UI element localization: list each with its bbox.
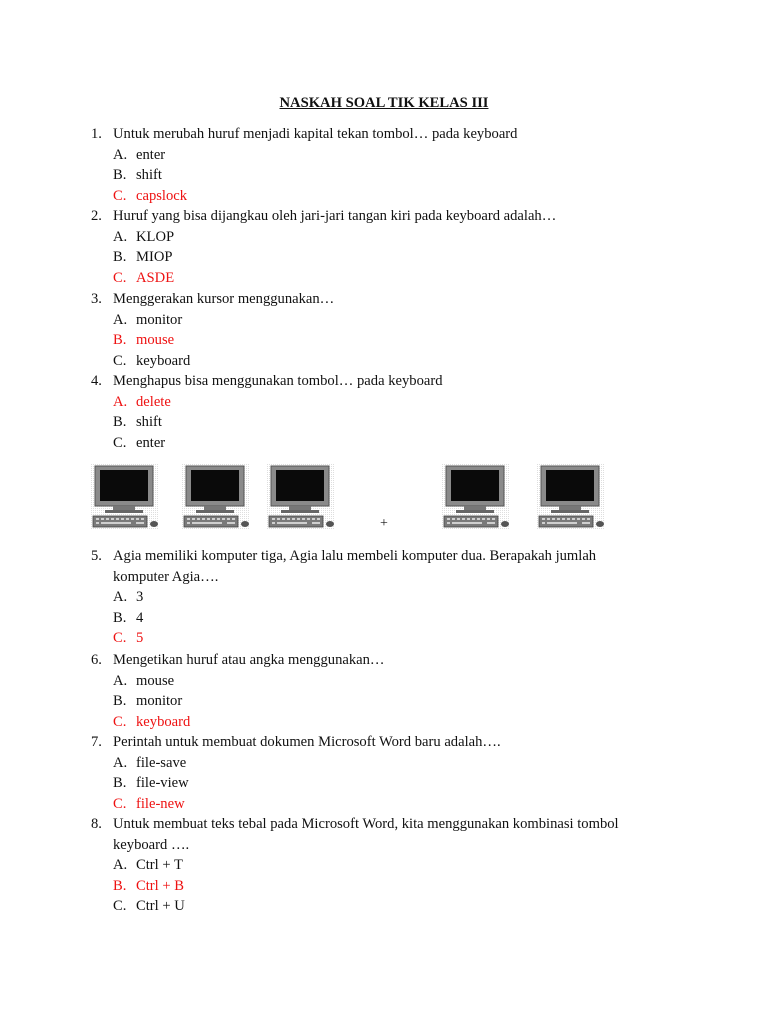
answer-option xyxy=(0,145,768,165)
option-letter: C. xyxy=(113,713,127,730)
option-letter: A. xyxy=(113,228,128,245)
answer-option xyxy=(0,773,768,793)
question-7-line xyxy=(0,732,768,752)
question-number: 2. xyxy=(91,208,102,224)
answer-option-correct xyxy=(0,268,768,288)
option-letter: C. xyxy=(113,898,127,915)
option-text: keyboard xyxy=(136,713,191,730)
option-letter: B. xyxy=(113,414,127,431)
computer-icon xyxy=(537,464,605,530)
answer-option-correct xyxy=(0,330,768,350)
answer-option xyxy=(0,896,768,916)
option-text: file-view xyxy=(136,775,189,792)
answer-option-correct xyxy=(0,794,768,814)
option-letter: C. xyxy=(113,269,127,286)
option-letter: B. xyxy=(113,249,127,266)
option-text: file-new xyxy=(136,795,185,812)
option-letter: A. xyxy=(113,311,128,328)
option-letter: B. xyxy=(113,775,127,792)
question-text: komputer Agia…. xyxy=(113,568,219,585)
option-letter: A. xyxy=(113,754,128,771)
option-letter: C. xyxy=(113,352,127,369)
option-text: enter xyxy=(136,434,166,451)
option-text: monitor xyxy=(136,311,183,328)
option-text: file-save xyxy=(136,754,187,771)
answer-option xyxy=(0,671,768,691)
option-text: 4 xyxy=(136,609,144,626)
answer-option xyxy=(0,753,768,773)
question-5-line xyxy=(0,567,768,587)
computer-icon xyxy=(267,464,335,530)
computer-icon xyxy=(442,464,510,530)
answer-option-correct xyxy=(0,186,768,206)
option-text: Ctrl + T xyxy=(136,857,183,874)
question-4-line xyxy=(0,371,768,391)
answer-option-correct xyxy=(0,876,768,896)
question-number: 8. xyxy=(91,816,102,832)
answer-option xyxy=(0,351,768,371)
answer-option xyxy=(0,608,768,628)
answer-option xyxy=(0,412,768,432)
option-text: mouse xyxy=(136,672,175,689)
question-text: Perintah untuk membuat dokumen Microsoft Word baru adalah…. xyxy=(113,734,501,750)
option-letter: A. xyxy=(113,589,128,606)
option-text: mouse xyxy=(136,332,175,349)
question-text: Menghapus bisa menggunakan tombol… pada keyboard xyxy=(113,373,443,389)
option-letter: B. xyxy=(113,609,127,626)
option-text: ASDE xyxy=(136,269,175,286)
option-text: capslock xyxy=(136,187,188,204)
option-text: monitor xyxy=(136,693,183,710)
option-text: delete xyxy=(136,393,171,410)
answer-option xyxy=(0,433,768,453)
question-number: 5. xyxy=(91,548,102,564)
option-text: 5 xyxy=(136,630,144,647)
question-number: 4. xyxy=(91,373,102,389)
option-letter: C. xyxy=(113,795,127,812)
computer-icon xyxy=(182,464,250,530)
answer-option-correct xyxy=(0,392,768,412)
question-text: keyboard …. xyxy=(113,836,190,853)
option-text: Ctrl + B xyxy=(136,877,184,894)
answer-option xyxy=(0,691,768,711)
question-3-line xyxy=(0,289,768,309)
option-letter: C. xyxy=(113,187,127,204)
answer-option xyxy=(0,587,768,607)
option-text: shift xyxy=(136,414,162,431)
question-text: Untuk membuat teks tebal pada Microsoft Word, kita menggunakan kombinasi tombol xyxy=(113,816,619,832)
answer-option xyxy=(0,310,768,330)
question-text: Mengetikan huruf atau angka menggunakan… xyxy=(113,652,385,668)
option-letter: B. xyxy=(113,167,127,184)
option-text: shift xyxy=(136,167,162,184)
option-text: MIOP xyxy=(136,249,173,266)
option-text: 3 xyxy=(136,589,144,606)
question-text: Agia memiliki komputer tiga, Agia lalu membeli komputer dua. Berapakah jumlah xyxy=(113,548,597,564)
question-6-line xyxy=(0,650,768,670)
answer-option xyxy=(0,165,768,185)
question-2-line xyxy=(0,206,768,226)
question-5-line xyxy=(0,546,768,566)
option-letter: B. xyxy=(113,332,127,349)
option-letter: A. xyxy=(113,672,128,689)
option-letter: A. xyxy=(113,146,128,163)
option-letter: B. xyxy=(113,877,127,894)
page-title: NASKAH SOAL TIK KELAS III xyxy=(279,95,489,111)
question-8-line xyxy=(0,835,768,855)
answer-option-correct xyxy=(0,712,768,732)
question-number: 3. xyxy=(91,291,102,307)
question-text: Huruf yang bisa dijangkau oleh jari-jari tangan kiri pada keyboard adalah… xyxy=(113,208,557,224)
option-text: KLOP xyxy=(136,228,175,245)
question-number: 1. xyxy=(91,126,102,142)
option-text: keyboard xyxy=(136,352,191,369)
answer-option-correct xyxy=(0,628,768,648)
question-number: 6. xyxy=(91,652,102,668)
question-text: Menggerakan kursor menggunakan… xyxy=(113,291,335,307)
option-text: Ctrl + U xyxy=(136,898,185,915)
option-letter: C. xyxy=(113,630,127,647)
answer-option xyxy=(0,247,768,267)
option-text: enter xyxy=(136,146,166,163)
plus-sign: + xyxy=(380,516,388,531)
option-letter: C. xyxy=(113,434,127,451)
option-letter: A. xyxy=(113,857,128,874)
option-letter: A. xyxy=(113,393,128,410)
question-number: 7. xyxy=(91,734,102,750)
question-text: Untuk merubah huruf menjadi kapital tekan tombol… pada keyboard xyxy=(113,126,518,142)
answer-option xyxy=(0,227,768,247)
question-8-line xyxy=(0,814,768,834)
answer-option xyxy=(0,855,768,875)
option-letter: B. xyxy=(113,693,127,710)
question-1-line xyxy=(0,124,768,144)
computer-icon xyxy=(91,464,159,530)
